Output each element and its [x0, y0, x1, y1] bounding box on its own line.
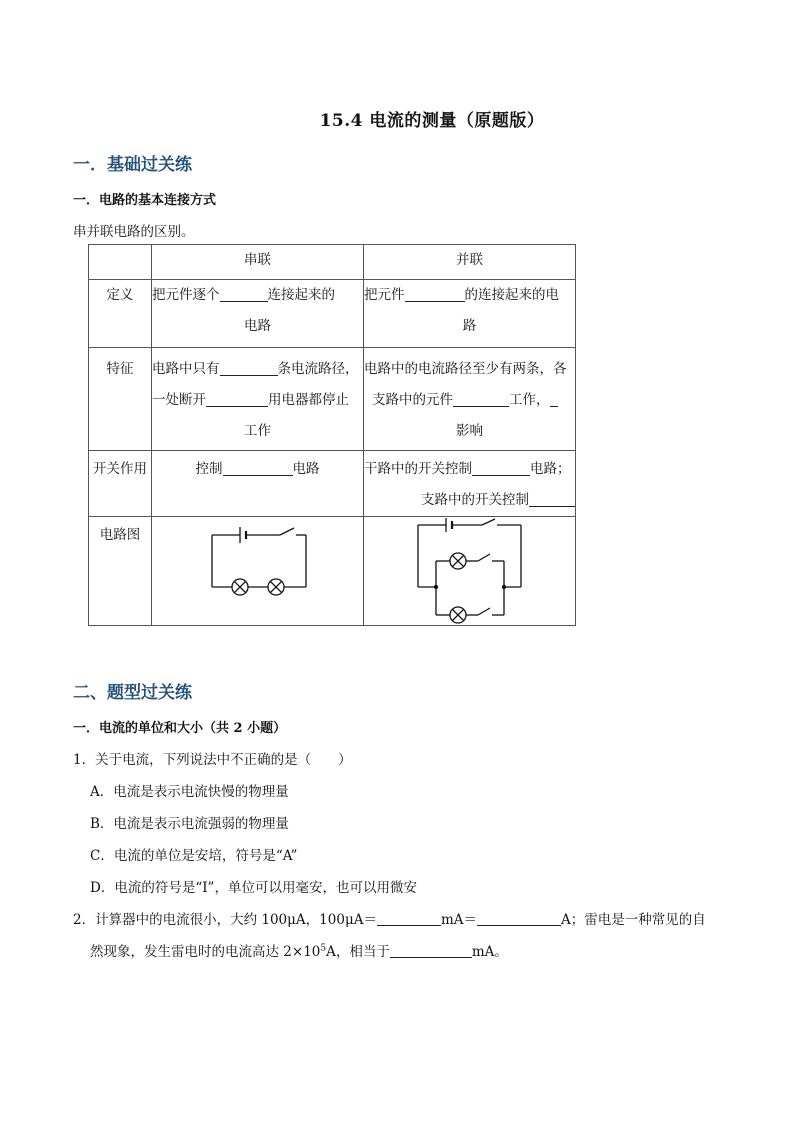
- section-heading-practice: 二、题型过关练: [73, 683, 192, 703]
- question-2-line-1: 2．计算器中的电流很小，大约 100μA，100μA＝ mA＝ A；雷电是一种常见的自: [73, 912, 706, 928]
- junction-dot: [434, 585, 438, 589]
- series-circuit-diagram: [152, 517, 363, 625]
- table-header-blank: [89, 245, 152, 280]
- blank-line: [550, 390, 558, 407]
- row-label-definition: 定义: [89, 280, 152, 348]
- row-label-feature: 特征: [89, 348, 152, 451]
- row-label-diagram: 电路图: [89, 517, 152, 626]
- cell-parallel-diagram: [364, 517, 576, 626]
- switch-blade: [280, 528, 294, 535]
- blank-line: [529, 490, 575, 507]
- question-1-option-d: D．电流的符号是“I”，单位可以用毫安，也可以用微安: [90, 880, 417, 896]
- intro-text: 串并联电路的区别。: [73, 224, 195, 240]
- blank-line: [377, 911, 441, 926]
- cell-series-definition: 把元件逐个 连接起来的 电路: [152, 280, 364, 348]
- question-2-line-2: 然现象，发生雷电时的电流高达 $2\times 10^5A$，相当于 mA。: [90, 943, 508, 960]
- cell-series-switch: 控制 电路: [152, 451, 364, 517]
- blank-line: [453, 390, 509, 407]
- blank-line: [220, 359, 278, 376]
- switch-blade: [478, 608, 490, 615]
- question-1-option-c: C．电流的单位是安培，符号是“A”: [90, 848, 298, 864]
- question-1-stem: 1．关于电流，下列说法中不正确的是（ ）: [73, 752, 352, 768]
- question-1-option-a: A．电流是表示电流快慢的物理量: [90, 784, 289, 800]
- table-row-diagram: [89, 517, 576, 626]
- parallel-circuit-diagram: [364, 517, 575, 625]
- table-header-parallel: 并联: [364, 245, 576, 280]
- section-heading-basic: 一．基础过关练: [73, 155, 192, 175]
- table-header-series: 串联: [152, 245, 364, 280]
- table-row-feature: [89, 348, 576, 451]
- junction-dot: [502, 585, 506, 589]
- blank-line: [405, 285, 465, 302]
- question-1-option-b: B．电流是表示电流强弱的物理量: [90, 816, 289, 832]
- table-header-row: [89, 245, 576, 280]
- cell-series-feature: 电路中只有 条电流路径， 一处断开 用电器都停止 工作: [152, 348, 364, 451]
- table-row-definition: [89, 280, 576, 348]
- blank-line: [472, 459, 530, 476]
- row-label-switch: 开关作用: [89, 451, 152, 517]
- blank-line: [477, 911, 561, 926]
- switch-blade: [478, 554, 490, 561]
- blank-line: [220, 285, 268, 302]
- subsection-heading-connection: 一．电路的基本连接方式: [73, 193, 217, 208]
- blank-line: [223, 459, 293, 476]
- blank-line: [390, 943, 472, 958]
- cell-series-diagram: [152, 517, 364, 626]
- page-title: 15.4 电流的测量（原题版）: [319, 111, 545, 131]
- switch-blade: [482, 519, 495, 525]
- cell-parallel-definition: 把元件 的连接起来的电 路: [364, 280, 576, 348]
- cell-parallel-switch: 干路中的开关控制 电路； 支路中的开关控制: [364, 451, 576, 517]
- blank-line: [206, 390, 268, 407]
- subsection-heading-current-unit: 一．电流的单位和大小（共 2 小题）: [73, 721, 287, 736]
- table-row-switch: [89, 451, 576, 517]
- cell-parallel-feature: 电路中的电流路径至少有两条，各 支路中的元件 工作， 影响: [364, 348, 576, 451]
- comparison-table: [88, 244, 576, 626]
